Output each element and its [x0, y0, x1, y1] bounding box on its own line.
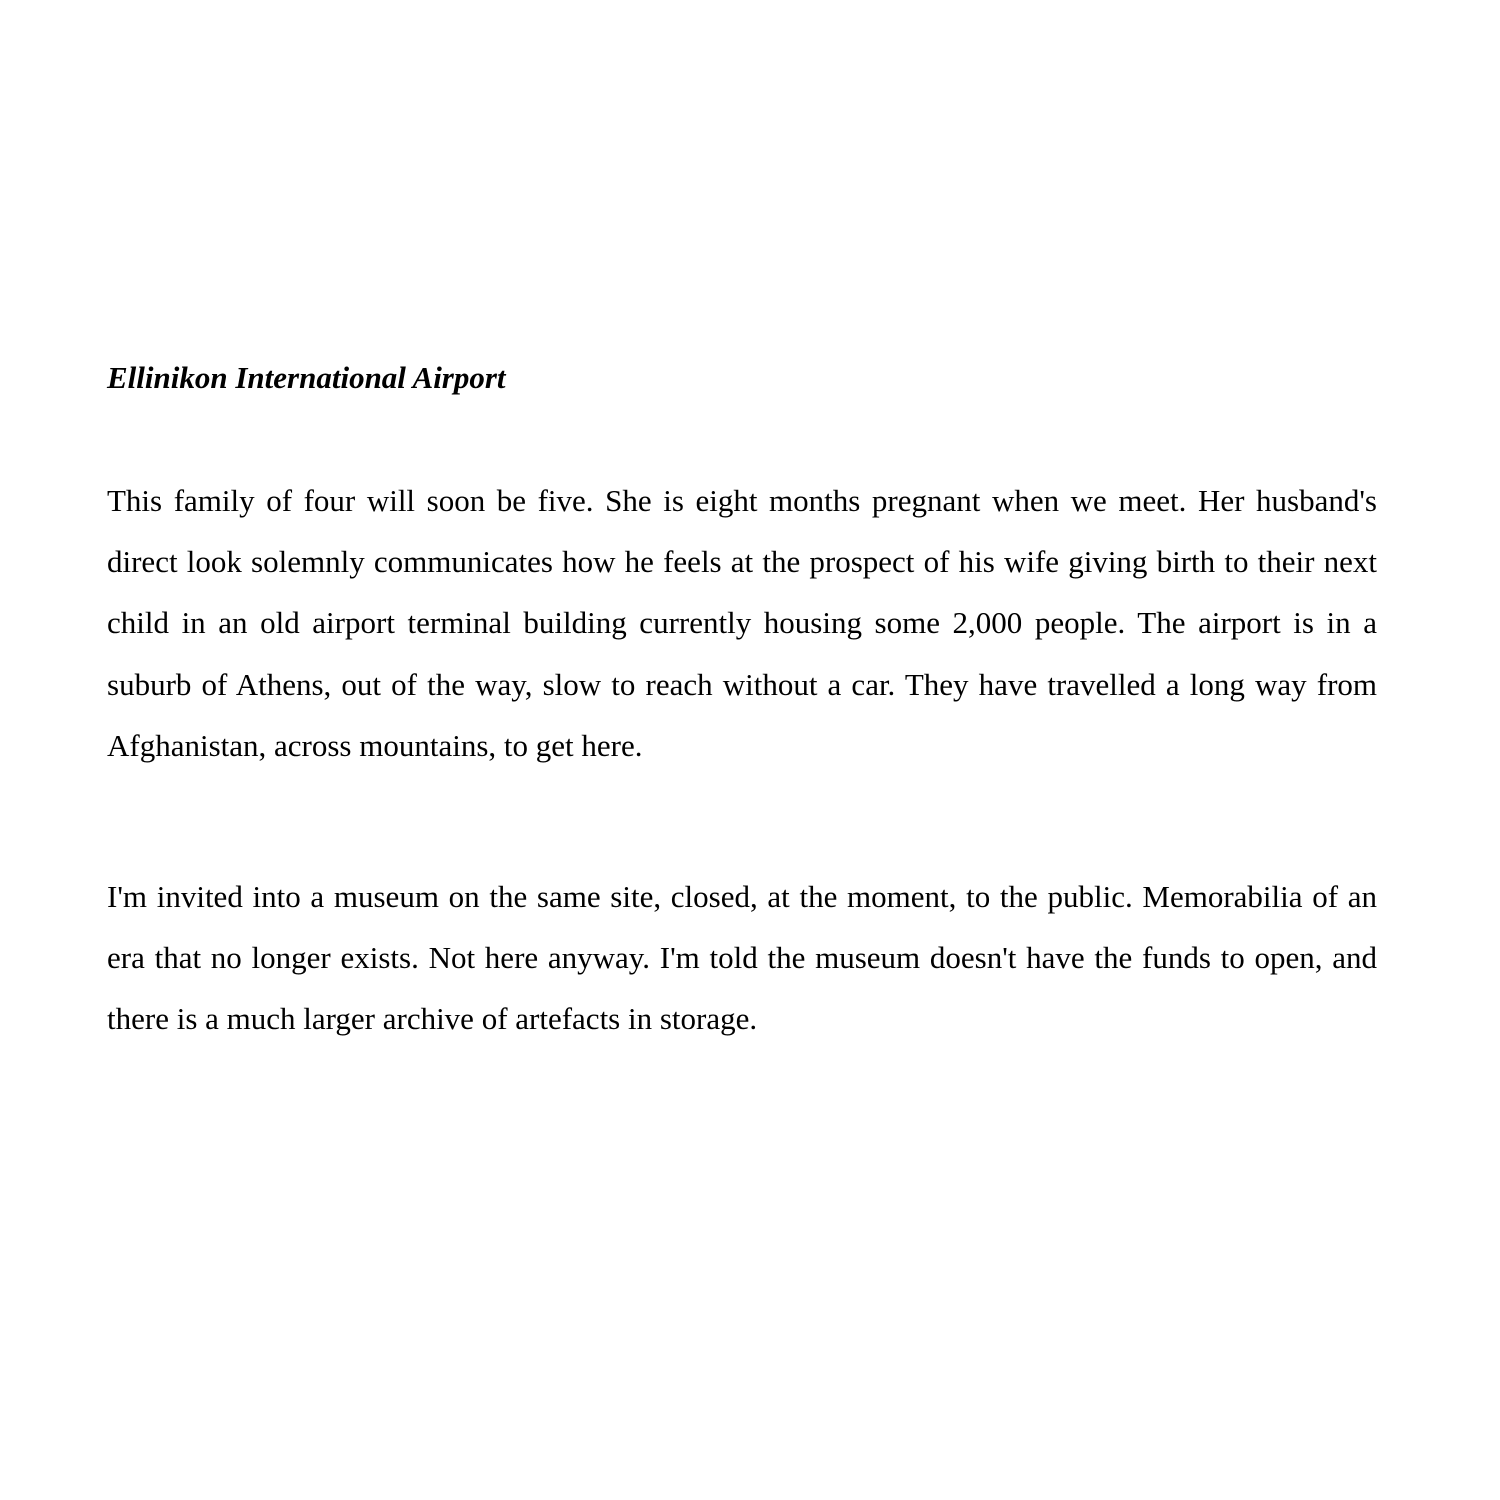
- document-page: [107, 353, 1377, 1050]
- document-title: Ellinikon International Airport: [107, 360, 506, 395]
- paragraph-family: This family of four will soon be five. She is eight months pregnant when we meet. Her husband's direct look solemnly communicates how he feels at the prospect of his wife giving birth to their next child in an old airport terminal building currently housing some 2,000 people. The airport is in a suburb of Athens, out of the way, slow to reach without a car. They have travelled a long way from Afghanistan, across mountains, to get here.: [107, 483, 1377, 763]
- paragraph-museum: I'm invited into a museum on the same site, closed, at the moment, to the public. Memorabilia of an era that no longer exists. Not here anyway. I'm told the museum doesn't have the funds to open, and there is a much larger archive of artefacts in storage.: [107, 879, 1377, 1037]
